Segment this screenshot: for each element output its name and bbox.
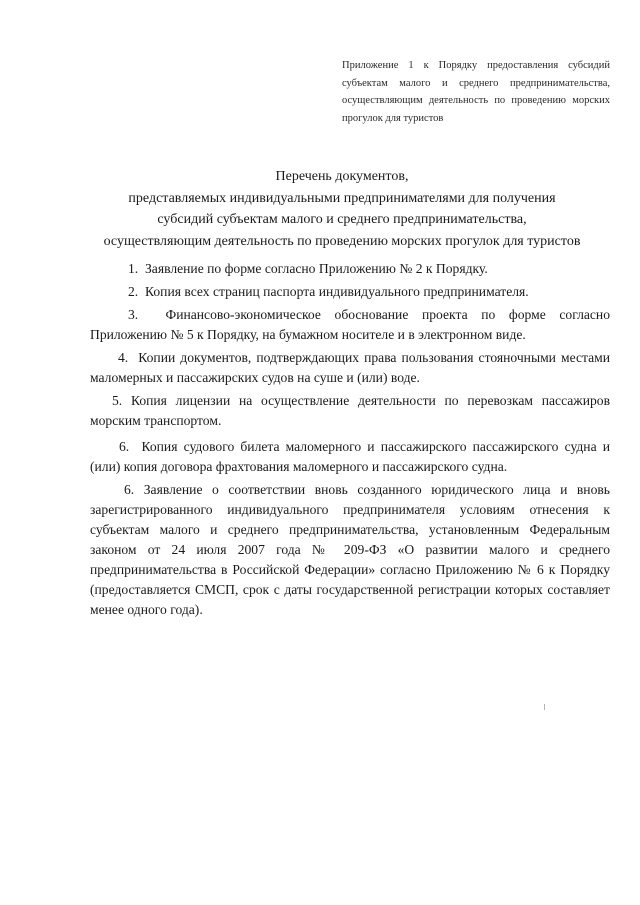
- title-line: представляемых индивидуальными предпринимателями для получения: [128, 190, 556, 206]
- item-text: Копия всех страниц паспорта индивидуального предпринимателя.: [145, 284, 529, 299]
- document-list: [90, 259, 610, 623]
- item-number: 6.: [124, 482, 135, 497]
- scan-mark: [544, 704, 545, 710]
- item-text: Заявление по форме согласно Приложению № 2 к Порядку.: [145, 261, 488, 276]
- list-item: [90, 348, 610, 388]
- document-title: [60, 166, 624, 252]
- list-item: [90, 480, 610, 620]
- appendix-note: Приложение 1 к Порядку предоставления субсидий субъектам малого и среднего предпринимательства, осуществляющим деятельность по проведению морских прогулок для туристов: [342, 60, 610, 124]
- item-number: 1.: [128, 261, 139, 276]
- item-number: 6.: [119, 439, 130, 454]
- item-text: Финансово-экономическое обоснование проекта по форме согласно Приложению № 5 к Порядку, на бумажном носителе и в электронном виде.: [90, 307, 610, 342]
- item-text: Копия лицензии на осуществление деятельности по перевозкам пассажиров морским транспортом.: [90, 393, 610, 428]
- list-item: [90, 282, 610, 302]
- item-text: Копии документов, подтверждающих права пользования стояночными местами маломерных и пассажирских судов на суше и (или) воде.: [90, 350, 611, 385]
- item-number: 5.: [112, 393, 123, 408]
- list-item: [90, 391, 610, 431]
- title-line: субсидий субъектам малого и среднего предпринимательства,: [157, 212, 527, 227]
- list-item: [90, 259, 610, 279]
- title-line: Перечень документов,: [275, 169, 409, 184]
- title-line: осуществляющим деятельность по проведению морских прогулок для туристов: [103, 233, 581, 249]
- item-number: 3.: [128, 307, 139, 322]
- item-text: Заявление о соответствии вновь созданного юридического лица и вновь зарегистрированного индивидуального предпринимателя условиям отнесения к субъектам малого и среднего предпринимательства, установленным Федеральным законом от 24 июля 2007 года № 209-ФЗ «О развитии малого и среднего предпринимательства в Российской Федерации» согласно Приложению № 6 к Порядку (предоставляется СМСП, срок с даты государственной регистрации которых составляет менее одного года).: [90, 482, 610, 617]
- item-text: Копия судового билета маломерного и пассажирского пассажирского судна и (или) копия договора фрахтования маломерного и пассажирского судна.: [90, 439, 611, 474]
- item-number: 4.: [118, 350, 129, 365]
- list-item: [90, 437, 610, 477]
- list-item: [90, 305, 610, 345]
- item-number: 2.: [128, 284, 139, 299]
